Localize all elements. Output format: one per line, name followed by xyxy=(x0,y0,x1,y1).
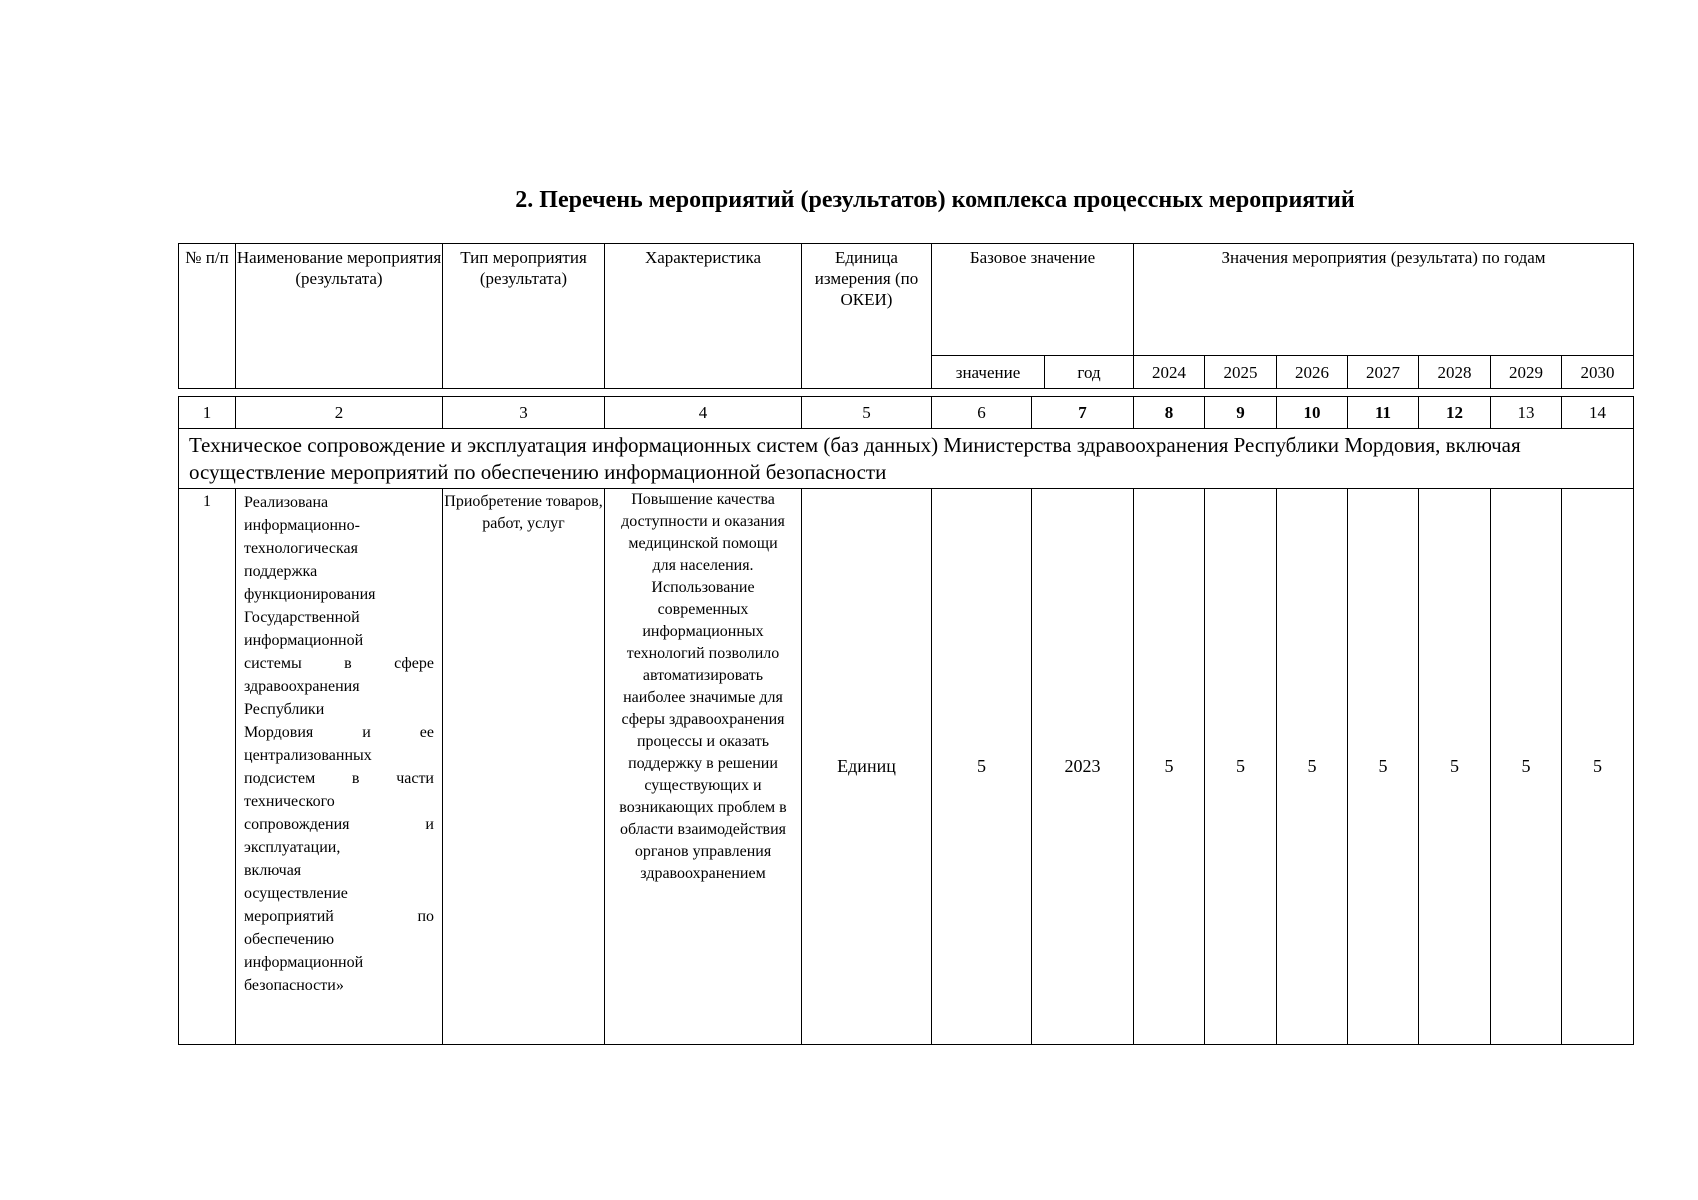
header-base-value-value: значение xyxy=(932,356,1045,389)
header-year: 2029 xyxy=(1491,356,1562,389)
result-name-line: функционирования xyxy=(244,586,376,603)
result-characteristic: Повышение качества доступности и оказания медицинской помощи для населения. Использование современных информационных технологий позволило автоматизировать наиболее значимые для сферы здравоохранения процессы и оказать поддержку в решении существующих и возникающих проблем в области взаимодействия органов управления здравоохранением xyxy=(605,489,802,1045)
year-value-2027: 5 xyxy=(1348,489,1419,1045)
year-value-2026: 5 xyxy=(1277,489,1348,1045)
header-year: 2028 xyxy=(1419,356,1491,389)
header-values-by-year: Значения мероприятия (результата) по годам xyxy=(1134,244,1634,356)
result-name-line: сопровождения и xyxy=(244,816,434,833)
page-title: 2. Перечень мероприятий (результатов) комплекса процессных мероприятий xyxy=(515,187,1355,213)
year-value-2029: 5 xyxy=(1491,489,1562,1045)
result-name-line: информационной xyxy=(244,954,364,971)
column-number: 8 xyxy=(1134,397,1205,429)
column-number: 10 xyxy=(1277,397,1348,429)
column-number: 2 xyxy=(236,397,443,429)
table-header xyxy=(178,243,1634,389)
header-year: 2030 xyxy=(1562,356,1634,389)
result-name-line: осуществление xyxy=(244,885,348,902)
base-year: 2023 xyxy=(1032,489,1134,1045)
result-name-line: информационной xyxy=(244,632,364,649)
column-number: 12 xyxy=(1419,397,1491,429)
header-num: № п/п xyxy=(179,244,236,389)
result-name-line: системы в сфере xyxy=(244,655,434,672)
header-year: 2025 xyxy=(1205,356,1277,389)
header-base-value-year: год xyxy=(1045,356,1134,389)
column-number: 7 xyxy=(1032,397,1134,429)
result-name-line: эксплуатации, xyxy=(244,839,341,856)
column-number: 6 xyxy=(932,397,1032,429)
column-number: 5 xyxy=(802,397,932,429)
header-year: 2024 xyxy=(1134,356,1205,389)
column-number: 1 xyxy=(179,397,236,429)
header-unit: Единица измерения (по ОКЕИ) xyxy=(802,244,932,389)
header-characteristic: Характеристика xyxy=(605,244,802,389)
year-value-2025: 5 xyxy=(1205,489,1277,1045)
year-value-2024: 5 xyxy=(1134,489,1205,1045)
column-number: 9 xyxy=(1205,397,1277,429)
row-number: 1 xyxy=(179,489,236,1045)
column-number: 3 xyxy=(443,397,605,429)
result-name-line: технического xyxy=(244,793,335,810)
column-number: 14 xyxy=(1562,397,1634,429)
result-name-line: включая xyxy=(244,862,302,879)
result-name-line: безопасности» xyxy=(244,977,344,994)
table-row xyxy=(179,489,1634,1045)
header-name: Наименование мероприятия (результата) xyxy=(236,244,443,389)
result-name-line: Реализована xyxy=(244,494,329,511)
result-name-line: Республики xyxy=(244,701,325,718)
result-name-line: технологическая xyxy=(244,540,358,557)
result-name-line: поддержка xyxy=(244,563,318,580)
header-year: 2027 xyxy=(1348,356,1419,389)
result-name xyxy=(236,489,443,1045)
result-type: Приобретение товаров, работ, услуг xyxy=(443,489,605,1045)
table-body xyxy=(178,396,1634,1045)
header-base-value: Базовое значение xyxy=(932,244,1134,356)
result-name-line: подсистем в части xyxy=(244,770,434,787)
column-number: 4 xyxy=(605,397,802,429)
result-name-line: Государственной xyxy=(244,609,360,626)
column-number: 11 xyxy=(1348,397,1419,429)
column-number: 13 xyxy=(1491,397,1562,429)
result-name-line: централизованных xyxy=(244,747,372,764)
result-name-line: обеспечению xyxy=(244,931,335,948)
section-title: Техническое сопровождение и эксплуатация информационных систем (баз данных) Министерства здравоохранения Республики Мордовия, включая осуществление мероприятий по обеспечению информационной безопасности xyxy=(179,429,1634,489)
column-number-row xyxy=(179,397,1634,429)
year-value-2030: 5 xyxy=(1562,489,1634,1045)
year-value-2028: 5 xyxy=(1419,489,1491,1045)
header-year: 2026 xyxy=(1277,356,1348,389)
unit-value: Единиц xyxy=(802,489,932,1045)
result-name-line: здравоохранения xyxy=(244,678,360,695)
header-type: Тип мероприятия (результата) xyxy=(443,244,605,389)
result-name-line: мероприятий по xyxy=(244,908,434,925)
base-value: 5 xyxy=(932,489,1032,1045)
result-name-line: Мордовия и ее xyxy=(244,724,434,741)
result-name-line: информационно- xyxy=(244,517,360,534)
